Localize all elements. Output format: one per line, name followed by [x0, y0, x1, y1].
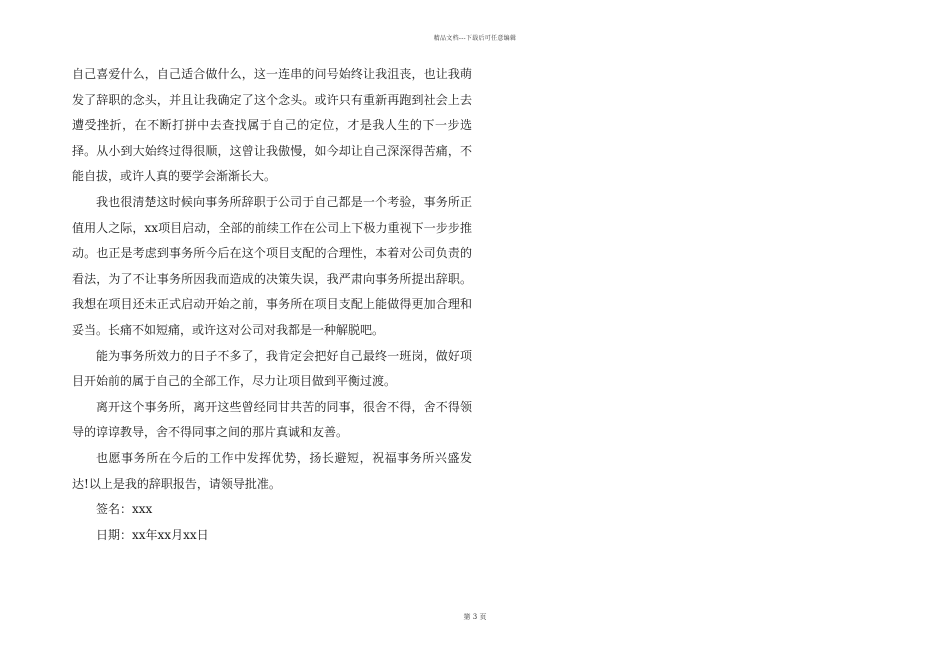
signature-line: 签名：xxx: [96, 502, 153, 517]
page-number: 第 3 页: [463, 613, 487, 621]
date-line: 日期：xx年xx月xx日: [96, 527, 209, 542]
paragraph-3: 能为事务所效力的日子不多了，我肯定会把好自己最终一班岗，做好项目开始前的属于自己的全部工作，尽力让项目做到平衡过渡。: [72, 348, 472, 389]
paragraph-1: 自己喜爱什么，自己适合做什么，这一连串的问号始终让我沮丧，也让我萌发了辞职的念头，并且让我确定了这个念头。或许只有重新再跑到社会上去遭受挫折，在不断打拼中去查找属于自己的定位，才是我人生的下一步选择。从小到大始终过得很顺，这曾让我傲慢，如今却让自己深深得苦痛，不能自拔，或许人真的要学会渐渐长大。: [72, 67, 472, 184]
paragraph-2: 我也很清楚这时候向事务所辞职于公司于自己都是一个考验，事务所正值用人之际，xx项目启动，全部的前续工作在公司上下极力重视下一步步推动。也正是考虑到事务所今后在这个项目支配的合理性，本着对公司负责的看法，为了不让事务所因我而造成的决策失误，我严肃向事务所提出辞职。我想在项目还未正式启动开始之前，事务所在项目支配上能做得更加合理和妥当。长痛不如短痛，或许这对公司对我都是一种解脱吧。: [72, 194, 472, 337]
paragraph-5: 也愿事务所在今后的工作中发挥优势，扬长避短，祝福事务所兴盛发达!以上是我的辞职报告，请领导批准。: [72, 450, 472, 491]
page-header: 精品文档---下载后可任意编辑: [433, 35, 517, 42]
document-body: [72, 62, 472, 548]
paragraph-4: 离开这个事务所，离开这些曾经同甘共苦的同事，很舍不得，舍不得领导的谆谆教导，舍不得同事之间的那片真诚和友善。: [72, 399, 472, 440]
